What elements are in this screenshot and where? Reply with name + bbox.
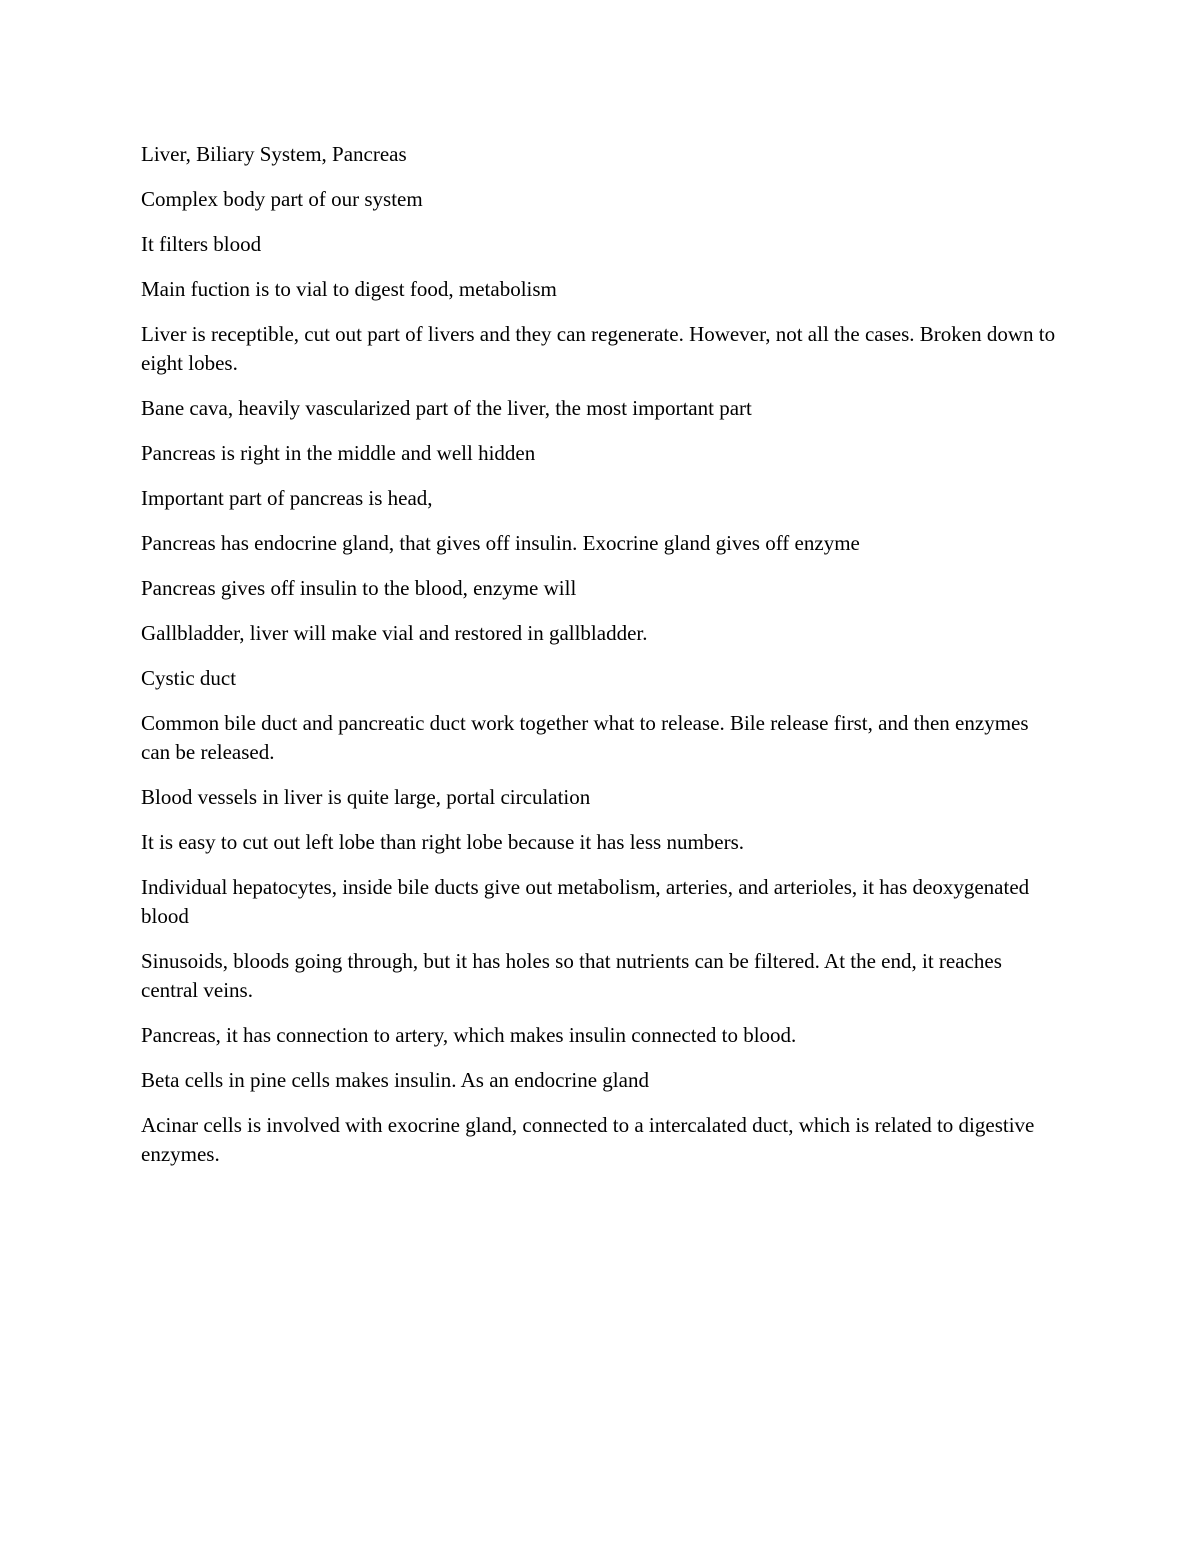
paragraph: It is easy to cut out left lobe than right lobe because it has less numbers. (141, 830, 745, 854)
paragraph: Main fuction is to vial to digest food, metabolism (141, 277, 557, 301)
paragraph: Pancreas gives off insulin to the blood, enzyme will (141, 576, 577, 600)
paragraph: Complex body part of our system (141, 187, 423, 211)
paragraph: Gallbladder, liver will make vial and restored in gallbladder. (141, 621, 648, 645)
paragraph: Individual hepatocytes, inside bile ducts give out metabolism, arteries, and arterioles, it has deoxygenated blood (141, 875, 1030, 928)
paragraph: Beta cells in pine cells makes insulin. As an endocrine gland (141, 1068, 649, 1092)
paragraph: Bane cava, heavily vascularized part of the liver, the most important part (141, 396, 752, 420)
paragraph: Pancreas has endocrine gland, that gives off insulin. Exocrine gland gives off enzyme (141, 531, 860, 555)
paragraph: Common bile duct and pancreatic duct work together what to release. Bile release first, and then enzymes can be released. (141, 711, 1029, 764)
document-body (141, 140, 1061, 1185)
document-title: Liver, Biliary System, Pancreas (141, 142, 407, 166)
paragraph: Sinusoids, bloods going through, but it has holes so that nutrients can be filtered. At the end, it reaches central veins. (141, 949, 1002, 1002)
paragraph: It filters blood (141, 232, 262, 256)
paragraph: Important part of pancreas is head, (141, 486, 433, 510)
paragraph: Cystic duct (141, 666, 237, 690)
paragraph: Acinar cells is involved with exocrine gland, connected to a intercalated duct, which is related to digestive enzymes. (141, 1113, 1035, 1166)
paragraph: Blood vessels in liver is quite large, portal circulation (141, 785, 591, 809)
paragraph: Pancreas, it has connection to artery, which makes insulin connected to blood. (141, 1023, 797, 1047)
paragraph: Liver is receptible, cut out part of livers and they can regenerate. However, not all the cases. Broken down to eight lobes. (141, 322, 1056, 375)
paragraph: Pancreas is right in the middle and well hidden (141, 441, 536, 465)
